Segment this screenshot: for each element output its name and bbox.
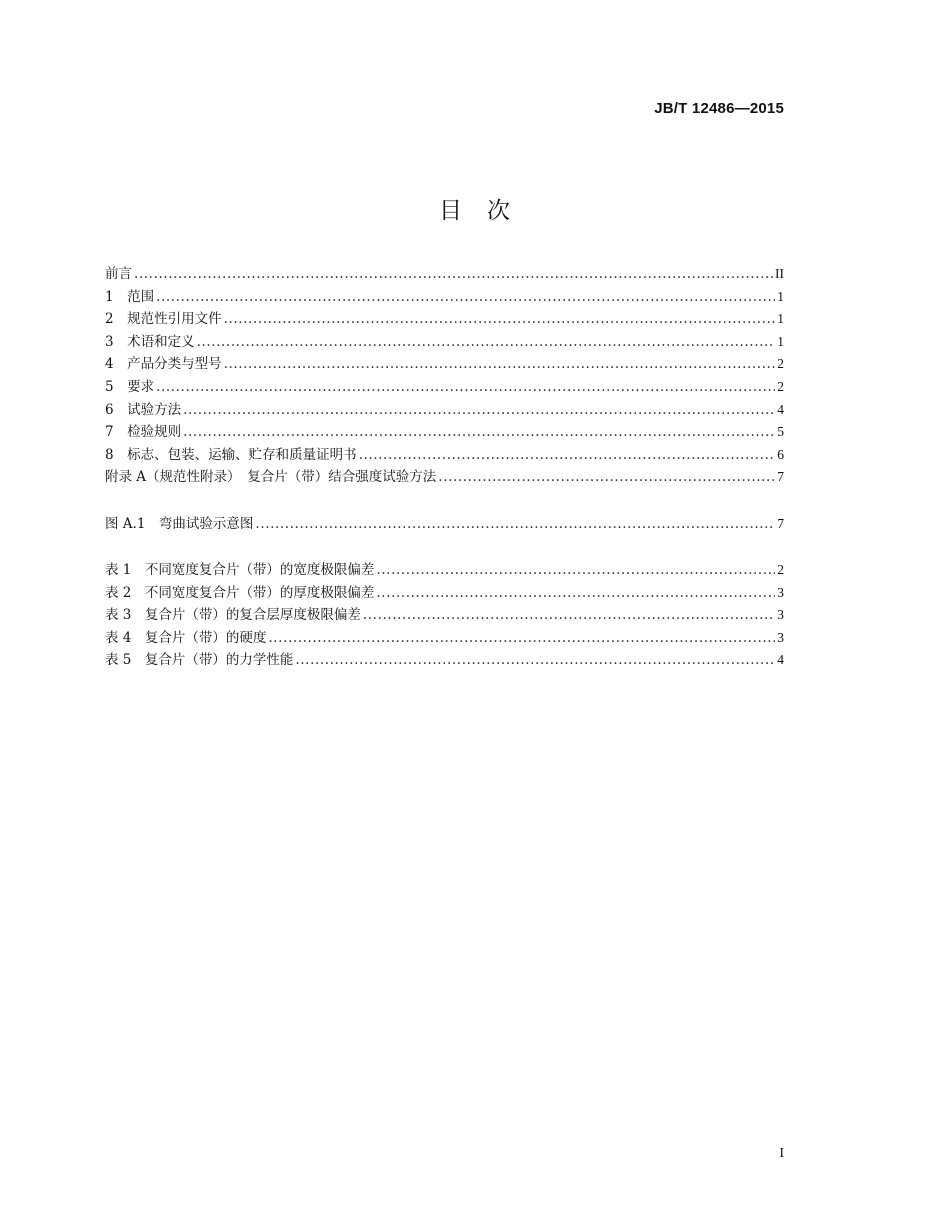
toc-entry-marking-packaging[interactable]	[105, 444, 784, 467]
toc-sections-list	[105, 263, 784, 489]
toc-entry-table-5[interactable]	[105, 649, 784, 672]
page-number: I	[779, 1146, 784, 1161]
dot-leader	[197, 331, 776, 354]
toc-entry-page: 2	[777, 562, 784, 577]
toc-entry-page: 4	[777, 652, 784, 668]
toc-entry-label: 4 产品分类与型号	[105, 356, 222, 373]
toc-entry-page: 6	[777, 446, 784, 462]
toc-entry-label: 表 4 复合片（带）的硬度	[105, 629, 267, 646]
dot-leader	[376, 559, 775, 582]
toc-entry-table-4[interactable]	[105, 627, 784, 650]
toc-entry-label: 2 规范性引用文件	[105, 311, 222, 328]
toc-entry-inspection-rules[interactable]	[105, 421, 784, 444]
toc-entry-label: 前言	[105, 266, 132, 282]
toc-entry-page: 7	[777, 469, 784, 485]
toc-entry-page: II	[775, 266, 784, 281]
toc-entry-figure-a1[interactable]	[105, 513, 784, 536]
dot-leader	[224, 308, 776, 331]
toc-entry-requirements[interactable]	[105, 376, 784, 399]
toc-entry-foreword[interactable]	[105, 263, 784, 286]
toc-entry-label: 表 3 复合片（带）的复合层厚度极限偏差	[105, 607, 361, 624]
toc-entry-page: 1	[777, 311, 784, 327]
toc-entry-page: 1	[777, 333, 784, 349]
toc-entry-label: 7 检验规则	[105, 424, 182, 441]
dot-leader	[438, 466, 775, 489]
toc-entry-table-3[interactable]	[105, 604, 784, 627]
toc-entry-label: 表 1 不同宽度复合片（带）的宽度极限偏差	[105, 562, 375, 578]
toc-entry-page: 3	[777, 629, 784, 645]
toc-entry-label: 表 5 复合片（带）的力学性能	[105, 652, 294, 669]
toc-entry-page: 3	[777, 584, 784, 600]
toc-entry-test-methods[interactable]	[105, 399, 784, 422]
toc-entry-scope[interactable]	[105, 286, 784, 309]
dot-leader	[156, 286, 775, 309]
toc-entry-label: 表 2 不同宽度复合片（带）的厚度极限偏差	[105, 584, 375, 601]
toc-entry-normative-references[interactable]	[105, 308, 784, 331]
dot-leader	[363, 604, 775, 627]
toc-entry-classification[interactable]	[105, 353, 784, 376]
toc-title: 目 次	[439, 198, 511, 224]
toc-tables-list	[105, 559, 784, 672]
dot-leader	[183, 421, 775, 444]
dot-leader	[268, 627, 775, 650]
dot-leader	[376, 582, 775, 605]
dot-leader	[295, 649, 775, 672]
toc-entry-page: 2	[777, 378, 784, 394]
toc-entry-page: 3	[777, 607, 784, 623]
toc-entry-page: 1	[777, 288, 784, 304]
dot-leader	[156, 376, 775, 399]
toc-entry-label: 1 范围	[105, 288, 155, 305]
dot-leader	[224, 353, 776, 376]
dot-leader	[359, 444, 776, 467]
toc-entry-label: 图 A.1 弯曲试验示意图	[105, 516, 254, 532]
dot-leader	[134, 263, 773, 286]
toc-entry-annex-a[interactable]	[105, 466, 784, 489]
toc-figures-list	[105, 513, 784, 536]
dot-leader	[183, 399, 775, 422]
toc-entry-label: 5 要求	[105, 378, 155, 395]
toc-entry-page: 4	[777, 401, 784, 417]
toc-entry-page: 5	[777, 424, 784, 440]
toc-entry-label: 3 术语和定义	[105, 333, 195, 350]
document-code: JB/T 12486—2015	[654, 100, 784, 117]
dot-leader	[255, 513, 775, 536]
toc-entry-label: 6 试验方法	[105, 401, 182, 418]
toc-entry-table-2[interactable]	[105, 582, 784, 605]
toc-entry-terms-definitions[interactable]	[105, 331, 784, 354]
toc-entry-label: 8 标志、包装、运输、贮存和质量证明书	[105, 446, 357, 463]
toc-entry-page: 7	[777, 516, 784, 531]
toc-entry-table-1[interactable]	[105, 559, 784, 582]
toc-entry-page: 2	[777, 356, 784, 372]
toc-entry-label: 附录 A（规范性附录） 复合片（带）结合强度试验方法	[105, 469, 437, 486]
